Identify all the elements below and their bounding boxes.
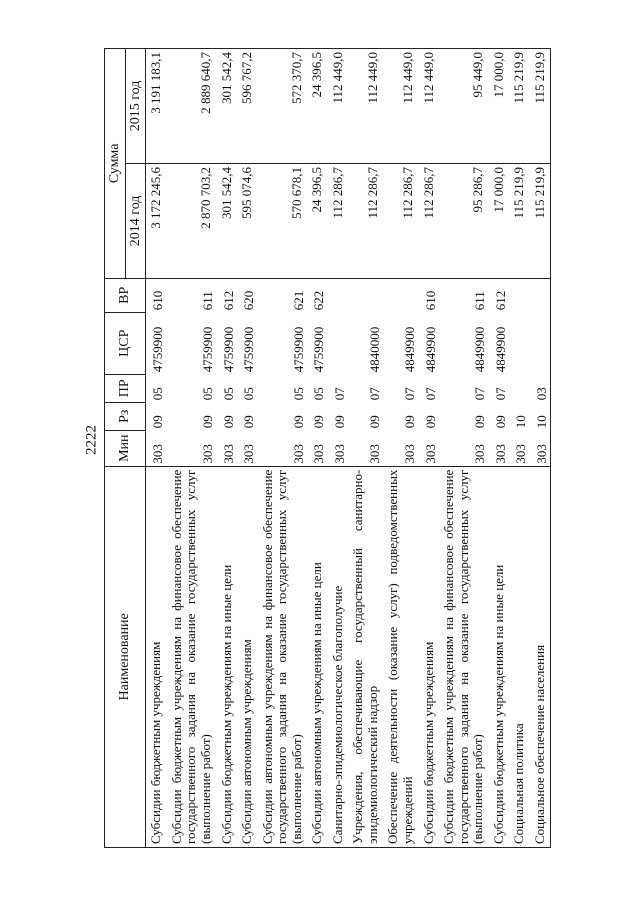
table-row — [439, 49, 489, 848]
cell-min: 303 — [348, 430, 383, 466]
cell-min: 303 — [167, 430, 217, 466]
cell-y2014: 112 286,7 — [348, 163, 383, 278]
cell-vr: 622 — [307, 278, 328, 312]
cell-csr — [328, 312, 349, 374]
cell-vr — [328, 278, 349, 312]
cell-y2015: 301 542,4 — [217, 49, 238, 164]
cell-pr: 07 — [331, 387, 347, 401]
cell-min: 303 — [489, 430, 510, 466]
cell-y2015: 3 191 183,1 — [146, 49, 167, 164]
cell-rz: 09 — [472, 415, 488, 429]
table-body — [146, 49, 551, 848]
table-row — [217, 49, 238, 848]
cell-csr: 4849900 — [492, 326, 508, 373]
cell-name: Субсидии бюджетным учреждениям — [419, 466, 440, 847]
cell-pr: 07 — [366, 387, 382, 401]
cell-y2014: 3 172 245,6 — [146, 163, 167, 278]
cell-name: Социальная политика — [509, 466, 530, 847]
cell-y2015: 112 449,0 — [383, 49, 418, 164]
cell-csr: 4759900 — [220, 326, 236, 373]
cell-csr: 4759900 — [150, 326, 166, 373]
cell-name: Социальное обеспечение населения — [530, 466, 551, 847]
cell-name: Учреждения, обеспечивающие государственный санитарно-эпидемиологический надзор — [348, 466, 383, 847]
cell-y2014: 2 870 703,2 — [167, 163, 217, 278]
cell-rz: 09 — [220, 415, 236, 429]
cell-y2015: 572 370,7 — [258, 49, 308, 164]
table-row — [489, 49, 510, 848]
cell-pr: 05 — [199, 387, 215, 401]
cell-y2015: 596 767,2 — [237, 49, 258, 164]
cell-min: 303 — [530, 430, 551, 466]
cell-vr — [348, 278, 383, 312]
table-row — [419, 49, 440, 848]
cell-rz: 09 — [422, 415, 438, 429]
cell-name: Обеспечение деятельности (оказание услуг) подведомственных учреждений — [383, 466, 418, 847]
cell-name: Субсидии бюджетным учреждениям на финансовое обеспечение государственного задания на оказание государственных услуг (выполнение работ) — [439, 466, 489, 847]
cell-y2014: 112 286,7 — [383, 163, 418, 278]
cell-y2014: 112 286,7 — [328, 163, 349, 278]
cell-min: 303 — [217, 430, 238, 466]
cell-vr: 610 — [419, 278, 440, 312]
cell-name: Субсидии автономным учреждениям на финансовое обеспечение государственного задания на оказание государственных услуг (выполнение работ) — [258, 466, 308, 847]
cell-min: 303 — [237, 430, 258, 466]
cell-csr: 4759900 — [199, 326, 215, 373]
cell-y2014: 112 286,7 — [419, 163, 440, 278]
cell-pr: 07 — [492, 387, 508, 401]
cell-vr: 611 — [439, 278, 489, 312]
cell-y2014: 595 074,6 — [237, 163, 258, 278]
cell-y2015: 115 219,9 — [530, 49, 551, 164]
cell-min: 303 — [383, 430, 418, 466]
cell-csr: 4849900 — [402, 326, 417, 373]
cell-y2015: 95 449,0 — [439, 49, 489, 164]
cell-rz: 09 — [199, 415, 215, 429]
table-row — [307, 49, 328, 848]
cell-y2014: 17 000,0 — [489, 163, 510, 278]
cell-pr: 05 — [311, 387, 327, 401]
cell-min: 303 — [258, 430, 308, 466]
cell-name: Субсидии бюджетным учреждениям на иные цели — [489, 466, 510, 847]
cell-pr: 03 — [530, 374, 551, 402]
cell-rz: 09 — [290, 415, 306, 429]
cell-y2015: 112 449,0 — [348, 49, 383, 164]
cell-pr: 07 — [402, 387, 417, 401]
cell-y2015: 112 449,0 — [328, 49, 349, 164]
cell-vr: 611 — [167, 278, 217, 312]
cell-y2015: 115 219,9 — [509, 49, 530, 164]
header-2014: 2014 год — [125, 163, 146, 278]
cell-y2015: 17 000,0 — [489, 49, 510, 164]
table-row — [258, 49, 308, 848]
header-rz: Рз — [105, 402, 146, 430]
cell-csr: 4759900 — [290, 326, 306, 373]
cell-y2014: 115 219,9 — [530, 163, 551, 278]
cell-min: 303 — [328, 430, 349, 466]
cell-csr: 4849900 — [422, 326, 438, 373]
cell-name: Субсидии бюджетным учреждениям на финансовое обеспечение государственного задания на оказание государственных услуг (выполнение работ) — [167, 466, 217, 847]
cell-min: 303 — [146, 430, 167, 466]
cell-pr: 05 — [290, 387, 306, 401]
table-row — [509, 49, 530, 848]
cell-min: 303 — [419, 430, 440, 466]
cell-pr: 05 — [150, 387, 166, 401]
cell-min: 303 — [307, 430, 328, 466]
cell-pr: 07 — [472, 387, 488, 401]
cell-vr — [383, 278, 418, 312]
header-name: Наименование — [105, 466, 146, 847]
cell-rz: 09 — [311, 415, 327, 429]
header-pr: ПР — [105, 374, 146, 402]
header-sum: Сумма — [105, 49, 126, 279]
cell-name: Субсидии бюджетным учреждениям на иные цели — [217, 466, 238, 847]
cell-csr: 4759900 — [311, 326, 327, 373]
budget-table — [104, 48, 551, 848]
cell-y2015: 112 449,0 — [419, 49, 440, 164]
cell-rz: 09 — [492, 415, 508, 429]
cell-rz: 10 — [513, 415, 529, 429]
cell-vr: 621 — [258, 278, 308, 312]
table-row — [237, 49, 258, 848]
table-row — [348, 49, 383, 848]
cell-vr: 612 — [217, 278, 238, 312]
cell-min: 303 — [509, 430, 530, 466]
header-2015: 2015 год — [125, 49, 146, 164]
cell-y2014: 24 396,5 — [307, 163, 328, 278]
cell-csr — [530, 312, 551, 374]
cell-rz: 09 — [366, 415, 382, 429]
cell-vr — [509, 278, 530, 312]
cell-y2014: 115 219,9 — [509, 163, 530, 278]
cell-vr: 610 — [146, 278, 167, 312]
cell-y2014: 301 542,4 — [217, 163, 238, 278]
table-row — [167, 49, 217, 848]
header-min: Мин — [105, 430, 146, 466]
table-row — [328, 49, 349, 848]
cell-pr — [509, 374, 530, 402]
cell-name: Субсидии автономным учреждениям на иные цели — [307, 466, 328, 847]
cell-vr: 612 — [489, 278, 510, 312]
cell-y2015: 2 889 640,7 — [167, 49, 217, 164]
page-number: 2222 — [83, 425, 100, 455]
cell-rz: 09 — [241, 415, 257, 429]
cell-min: 303 — [439, 430, 489, 466]
rotated-page-content — [104, 48, 549, 848]
cell-vr — [530, 278, 551, 312]
cell-pr: 07 — [422, 387, 438, 401]
header-csr: ЦСР — [105, 312, 146, 374]
cell-y2015: 24 396,5 — [307, 49, 328, 164]
table-row — [146, 49, 167, 848]
table-row — [530, 49, 551, 848]
cell-rz: 10 — [530, 402, 551, 430]
cell-csr — [509, 312, 530, 374]
cell-name: Санитарно-эпидемиологическое благополучие — [328, 466, 349, 847]
cell-rz: 09 — [150, 415, 166, 429]
cell-pr: 05 — [241, 387, 257, 401]
cell-csr: 4840000 — [366, 326, 382, 373]
cell-y2014: 95 286,7 — [439, 163, 489, 278]
cell-rz: 09 — [402, 415, 417, 429]
header-vr: ВР — [105, 278, 146, 312]
cell-pr: 05 — [220, 387, 236, 401]
cell-csr: 4849900 — [472, 326, 488, 373]
cell-y2014: 570 678,1 — [258, 163, 308, 278]
cell-csr: 4759900 — [241, 326, 257, 373]
table-row — [383, 49, 418, 848]
cell-vr: 620 — [237, 278, 258, 312]
cell-name: Субсидии автономным учреждениям — [237, 466, 258, 847]
cell-name: Субсидии бюджетным учреждениям — [146, 466, 167, 847]
cell-rz: 09 — [331, 415, 347, 429]
